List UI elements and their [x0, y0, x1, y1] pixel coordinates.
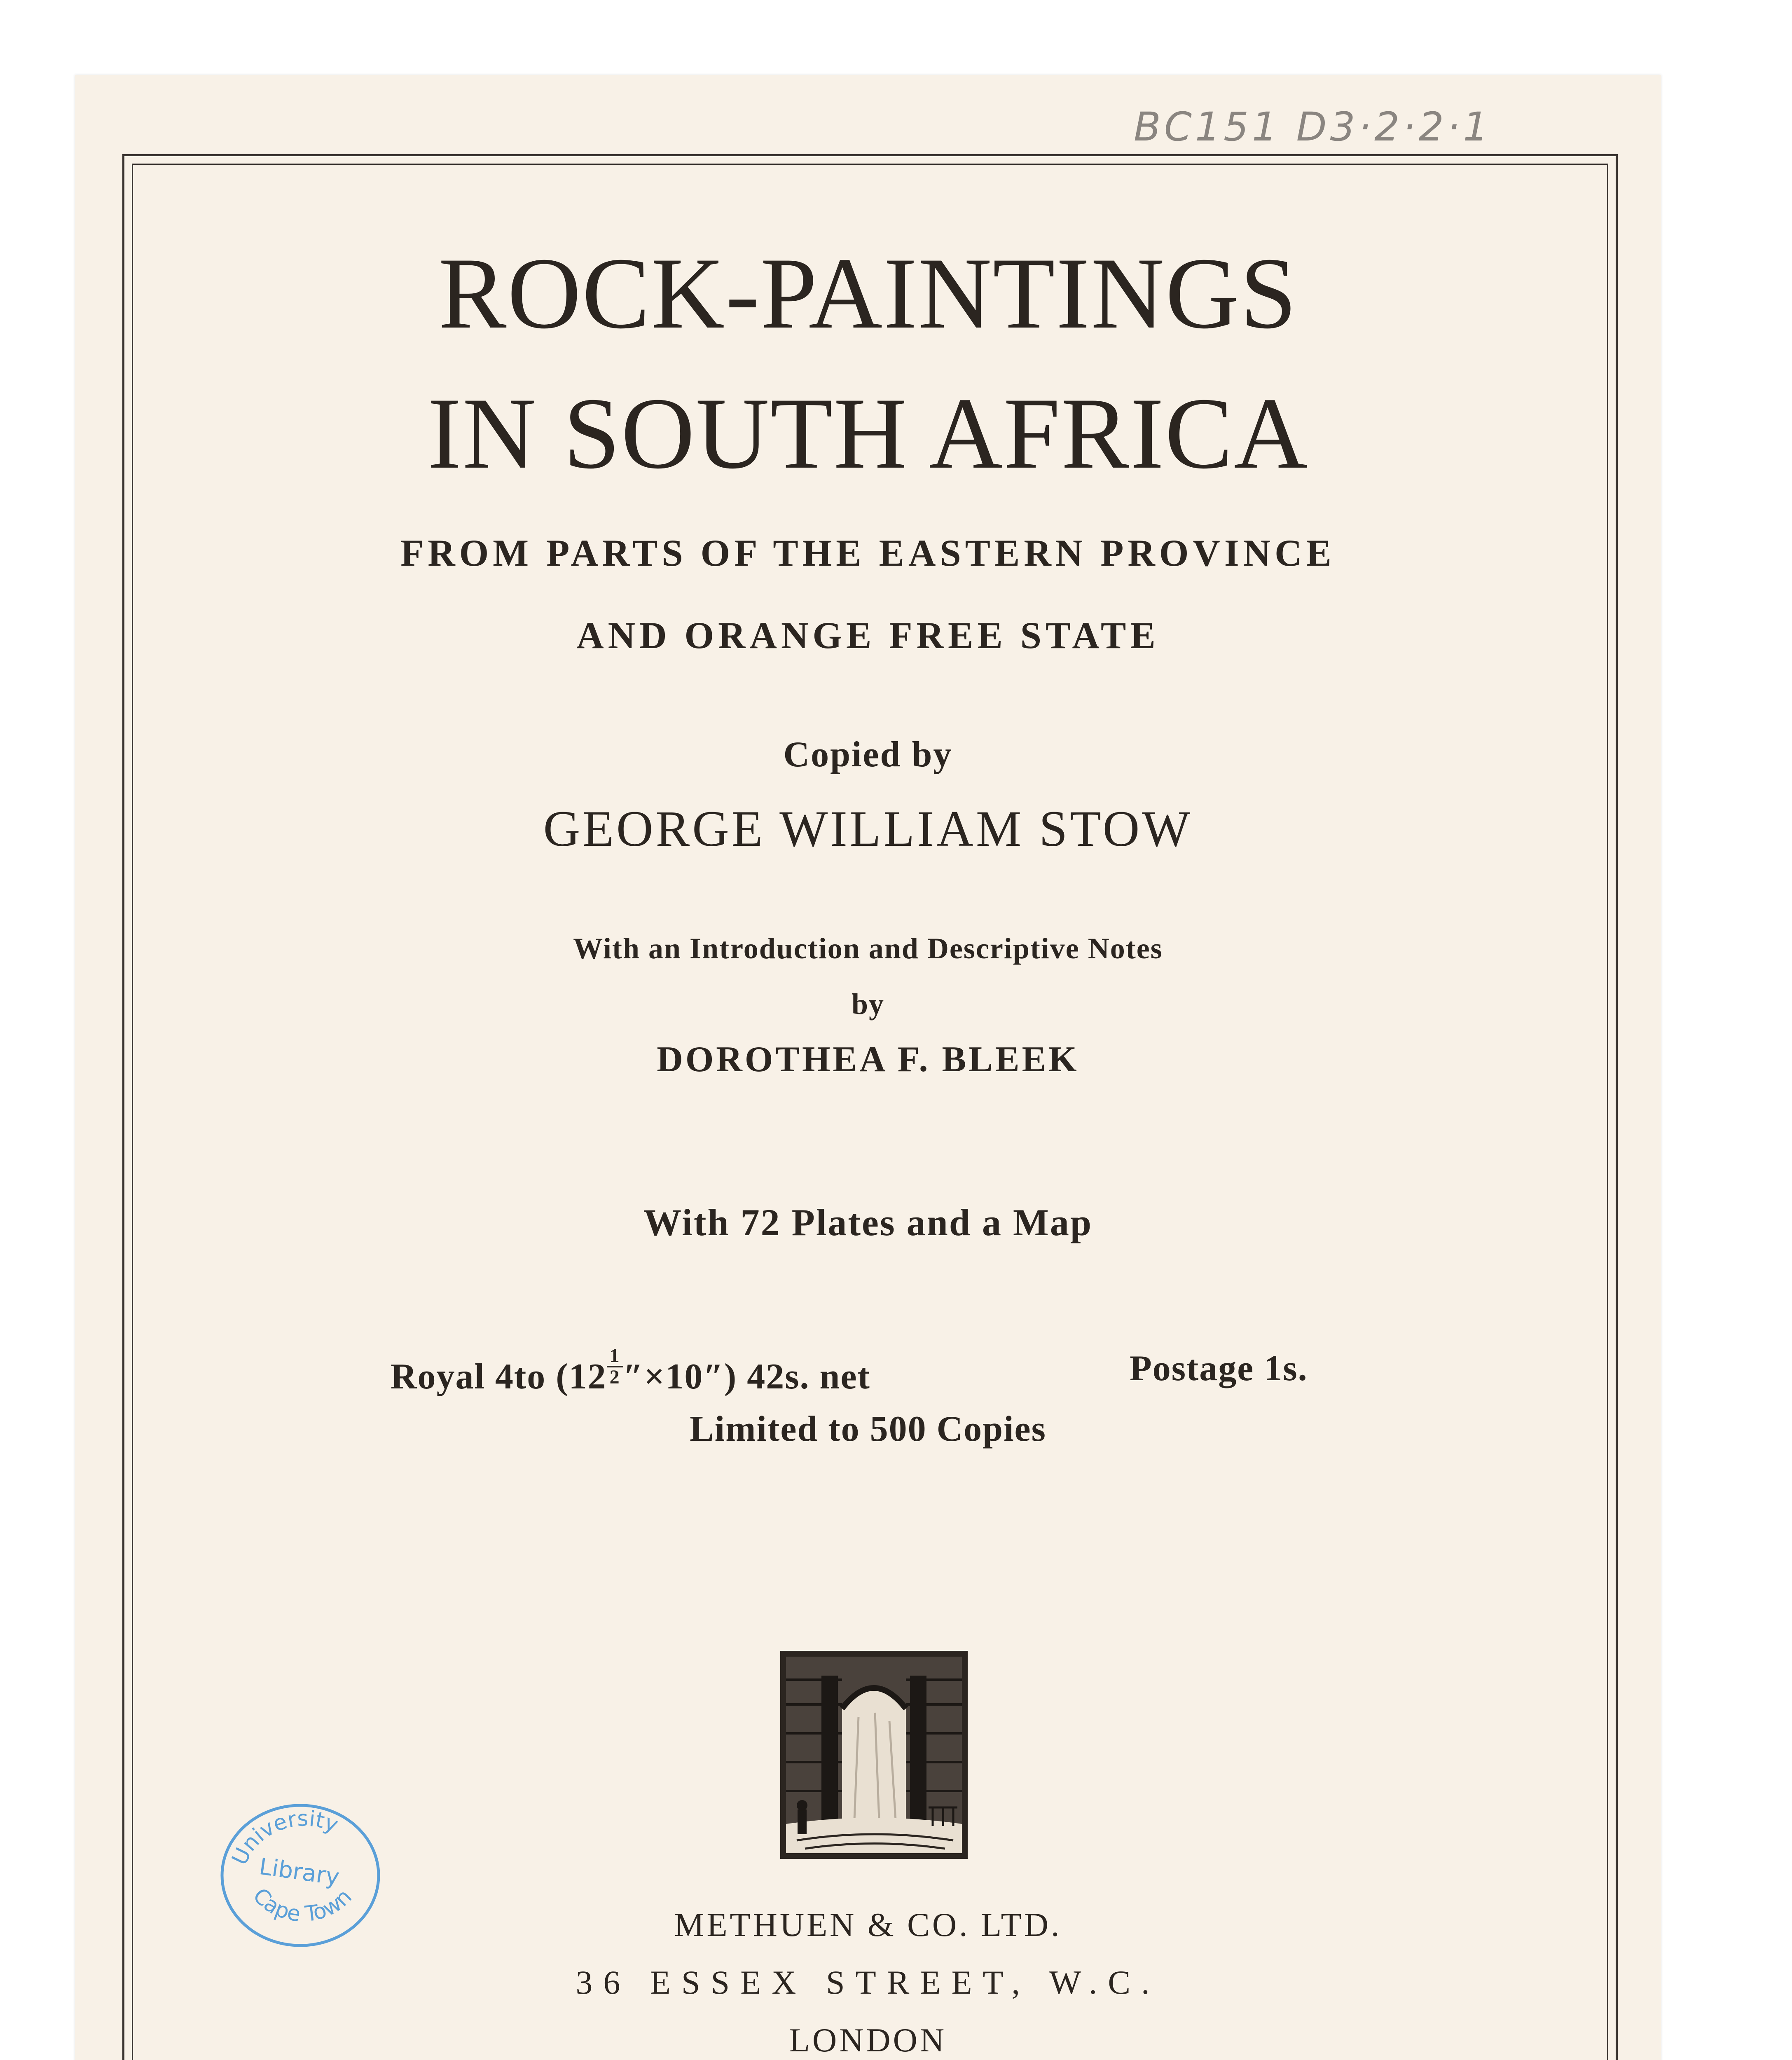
title-line-1: ROCK-PAINTINGS: [438, 236, 1298, 350]
publisher-city: LONDON: [789, 2021, 947, 2059]
author-name: GEORGE WILLIAM STOW: [543, 801, 1193, 857]
publisher-address: 36 ESSEX STREET, W.C.: [575, 1964, 1160, 2001]
introduction-note: With an Introduction and Descriptive Notes: [573, 932, 1163, 965]
university-library-stamp: [214, 1793, 387, 1950]
subtitle-line-1: FROM PARTS OF THE EASTERN PROVINCE: [400, 532, 1336, 574]
subtitle-line-2: AND ORANGE FREE STATE: [576, 614, 1160, 656]
title-line-2: IN SOUTH AFRICA: [427, 377, 1309, 490]
plates-note: With 72 Plates and a Map: [643, 1201, 1093, 1243]
copied-by-label: Copied by: [783, 735, 953, 775]
catalog-mark-handwritten: BC151 D3·2·2·1: [1134, 104, 1492, 150]
stamp-text-middle: Library: [257, 1853, 342, 1891]
price-line: [75, 1346, 1661, 1395]
introduction-by: by: [851, 988, 885, 1021]
half-fraction: $\frac{1}{2}$: [607, 1346, 623, 1387]
editor-name: DOROTHEA F. BLEEK: [657, 1039, 1079, 1079]
svg-text:Cape Town: [248, 1883, 357, 1927]
publisher-doorway-logo: [780, 1651, 968, 1859]
publisher-name: METHUEN & CO. LTD.: [674, 1906, 1062, 1943]
flyer-page: [75, 75, 1661, 2060]
limited-edition-note: Limited to 500 Copies: [690, 1409, 1046, 1449]
stamp-text-bottom: Cape Town: [248, 1883, 357, 1927]
format-and-price: Royal 4to (12 $\frac{1}{2}$ ″×10″) 42s. net: [391, 1345, 870, 1397]
postage-price: Postage 1s.: [1130, 1348, 1308, 1388]
stamp-text-top: University: [227, 1806, 342, 1869]
